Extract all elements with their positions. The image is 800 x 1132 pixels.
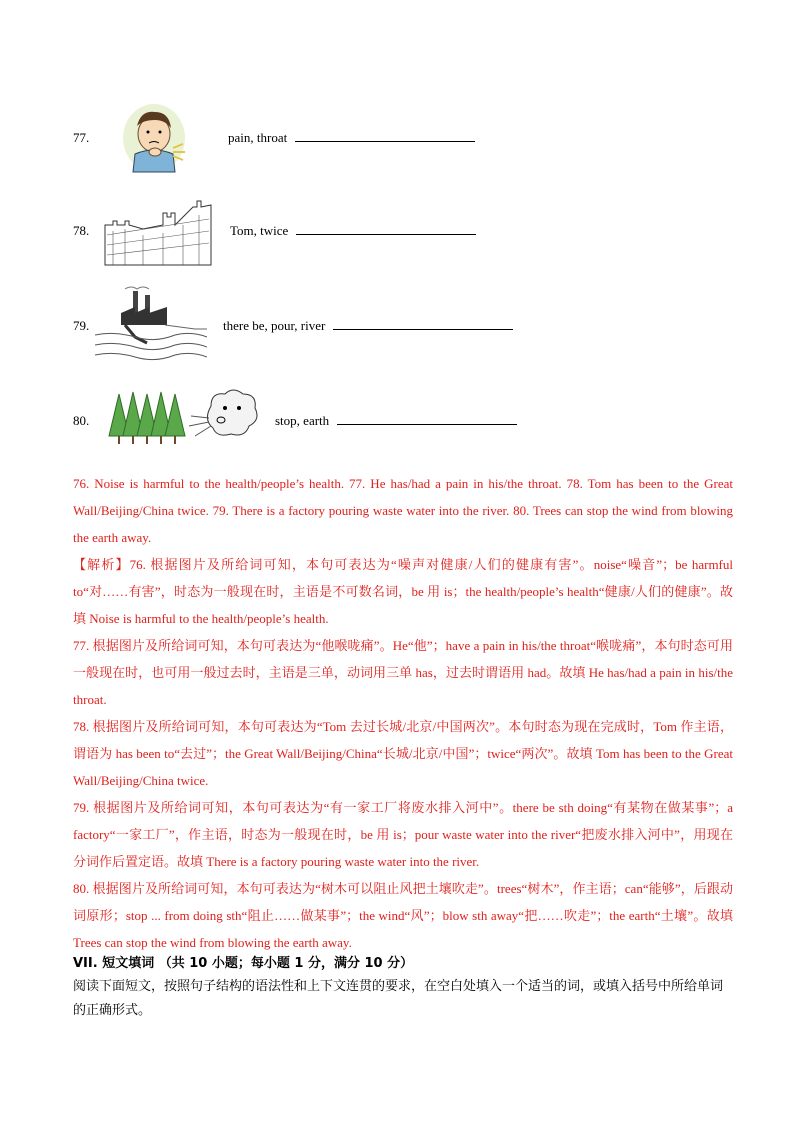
analysis-80: 80. 根据图片及所给词可知，本句可表达为“树木可以阻止风把土壤吹走”。trees“树木”，作主语；can“能够”，后跟动词原形；stop ... from doing sth“阻止……做某事”；the wind“风”；blow sth away“把……吹走”；the earth“土壤”。故填 Trees can stop the wind from blowing the earth away. xyxy=(73,881,733,950)
hint-text xyxy=(228,130,475,146)
question-number: 79. xyxy=(73,318,90,333)
factory-pollution-icon xyxy=(95,285,207,369)
answer-line: 76. Noise is harmful to the health/people’s health. 77. He has/had a pain in his/the throat. 78. Tom has been to the Great Wall/Beijing/China twice. 79. There is a factory pouring waste water into the river. 80. Trees can stop the wind from blowing the earth away. xyxy=(73,476,733,545)
answer-analysis xyxy=(73,470,733,956)
great-wall-icon xyxy=(103,195,213,279)
question-77 xyxy=(73,100,493,180)
answer-blank[interactable] xyxy=(337,423,517,425)
question-79 xyxy=(73,285,533,365)
trees-wind-icon xyxy=(99,386,261,452)
hint-words: pain, throat xyxy=(228,130,288,145)
hint-text xyxy=(230,223,476,239)
question-80 xyxy=(73,380,533,460)
hint-text xyxy=(223,318,513,334)
section-title: VII. 短文填词 （共 10 小题；每小题 1 分，满分 10 分） xyxy=(73,956,414,971)
boy-sore-throat-icon xyxy=(121,102,191,178)
answer-blank[interactable] xyxy=(295,140,475,142)
hint-words: there be, pour, river xyxy=(223,318,326,333)
question-number: 77. xyxy=(73,130,90,145)
question-number: 80. xyxy=(73,413,90,428)
answer-blank[interactable] xyxy=(296,233,476,235)
question-78 xyxy=(73,195,493,275)
analysis-77: 77. 根据图片及所给词可知，本句可表达为“他喉咙痛”。He“他”；have a pain in his/the throat“喉咙痛”，本句时态可用一般现在时，也可用一般过去时，主语是三单，动词用三单 has，过去时谓语用 had。故填 He has/had a pain in his/the throat. xyxy=(73,638,733,707)
hint-words: stop, earth xyxy=(275,413,330,428)
section-description: 阅读下面短文，按照句子结构的语法性和上下文连贯的要求，在空白处填入一个适当的词，或填入括号中所给单词的正确形式。 xyxy=(73,979,724,1018)
analysis-78: 78. 根据图片及所给词可知，本句可表达为“Tom 去过长城/北京/中国两次”。本句时态为现在完成时，Tom 作主语，谓语为 has been to“去过”；the Great Wall/Beijing/China“长城/北京/中国”；twice“两次”。故填 Tom has been to the Great Wall/Beijing/China twice. xyxy=(73,719,733,788)
hint-words: Tom, twice xyxy=(230,223,289,238)
answer-blank[interactable] xyxy=(333,328,513,330)
question-number: 78. xyxy=(73,223,90,238)
analysis-76: 【解析】76. 根据图片及所给词可知，本句可表达为“噪声对健康/人们的健康有害”。noise“噪音”；be harmful to“对……有害”，时态为一般现在时，主语是不可数名词，be 用 is；the health/people’s health“健康/人们的健康”。故填 Noise is harmful to the health/people’s health. xyxy=(73,557,733,626)
analysis-79: 79. 根据图片及所给词可知，本句可表达为“有一家工厂将废水排入河中”。there be sth doing“有某物在做某事”；a factory“一家工厂”，作主语，时态为一般现在时，be 用 is；pour waste water into the river“把废水排入河中”，用现在分词作后置定语。故填 There is a factory pouring waste water into the river. xyxy=(73,800,733,869)
hint-text xyxy=(275,413,517,429)
